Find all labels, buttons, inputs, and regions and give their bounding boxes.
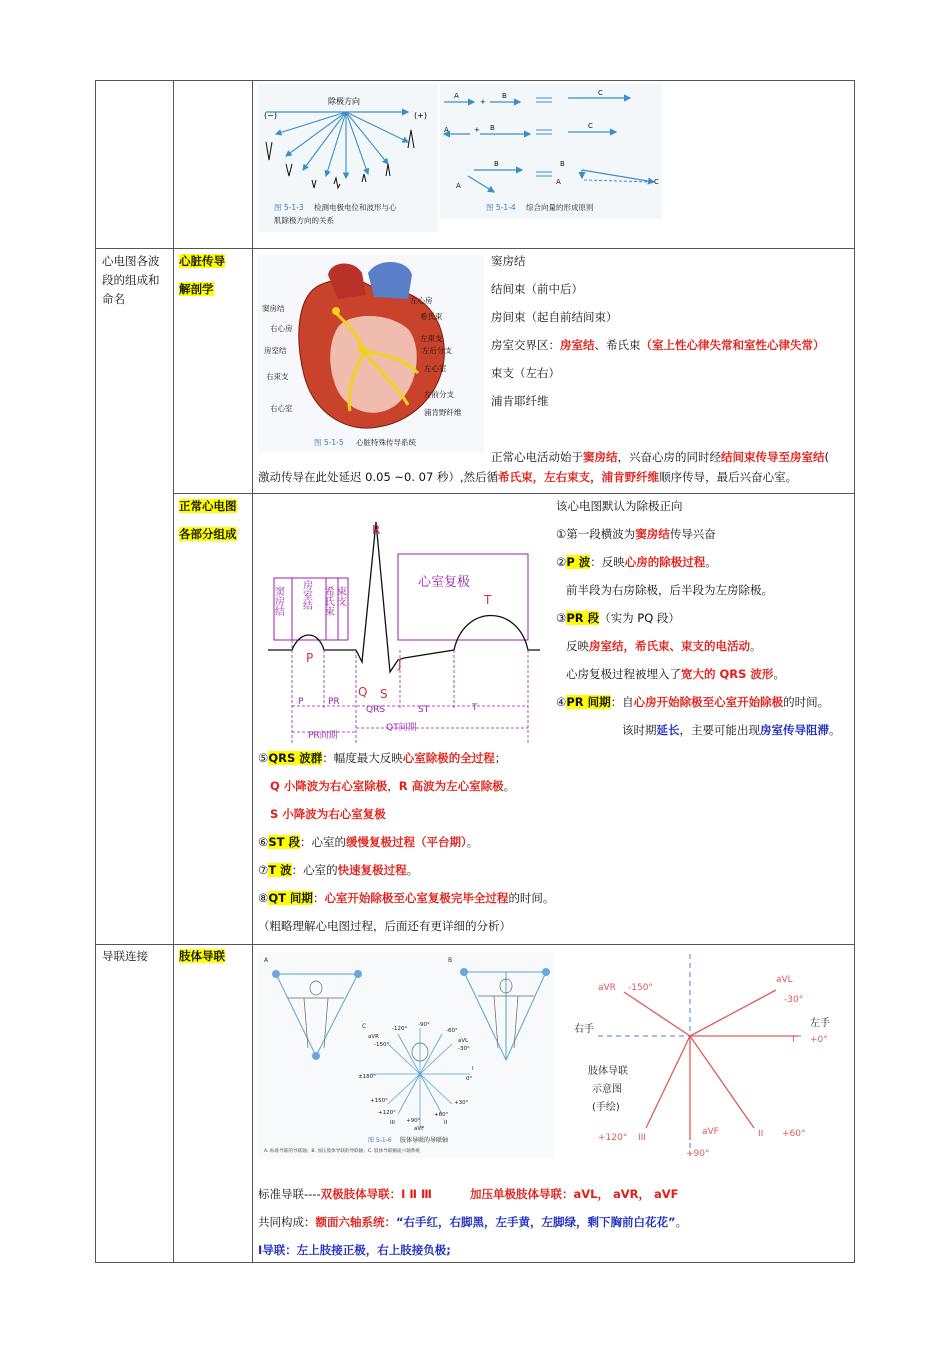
ecg-point-5b: Q 小降波为右心室除极，R 高波为左心室除极。 bbox=[270, 779, 516, 793]
hand-drawn-hexaxial-diagram bbox=[562, 950, 848, 1162]
hand-label-II-deg: +60° bbox=[782, 1129, 806, 1139]
heart-label-right-atrium: 右心房 bbox=[270, 324, 293, 333]
svg-text:A: A bbox=[556, 178, 561, 186]
hex-label-plus120: +120° bbox=[378, 1110, 396, 1116]
ecg-point-6: ⑥ST 段：心室的缓慢复极过程（平台期）。 bbox=[258, 835, 479, 849]
hand-label-I-deg: +0° bbox=[810, 1035, 828, 1045]
heart-label-purkinje: 浦肯野纤维 bbox=[424, 408, 462, 417]
svg-text:C: C bbox=[588, 122, 593, 130]
fig-515-number: 图 5-1-5 bbox=[314, 438, 344, 447]
conduction-item-4: 束支（左右） bbox=[491, 366, 560, 380]
ecg-seg-QRS: QRS bbox=[366, 705, 386, 715]
ecg-waveform-diagram bbox=[258, 500, 548, 746]
row2-col2-line1 bbox=[179, 253, 225, 269]
hand-label-aVR: aVR bbox=[598, 983, 616, 993]
ecg-Q-label: Q bbox=[358, 685, 368, 699]
row3-col2-line2 bbox=[179, 526, 237, 542]
svg-text:B: B bbox=[490, 124, 495, 132]
hand-label-III-deg: +120° bbox=[598, 1133, 628, 1143]
row2-col2-line2 bbox=[179, 281, 214, 297]
ecg-point-3c: 心房复极过程被埋入了宽大的 QRS 波形。 bbox=[566, 667, 785, 681]
ecg-seg-P: P bbox=[298, 697, 304, 707]
conduction-item-1: 窦房结 bbox=[491, 254, 526, 268]
ecg-point-7: ⑦T 波：心室的快速复极过程。 bbox=[258, 863, 419, 877]
hexaxial-system-line: 共同构成：额面六轴系统：“右手红，右脚黑，左手黄，左脚绿，剩下胸前白花花”。 bbox=[258, 1215, 688, 1229]
components-label: 各部分组成 bbox=[179, 527, 237, 541]
row4-col1: 导联连接 bbox=[102, 949, 148, 963]
standard-leads-line: 标准导联----双极肢体导联：Ⅰ Ⅱ Ⅲ bbox=[258, 1187, 432, 1201]
fig-516-number: 图 5-1-6 bbox=[368, 1137, 392, 1144]
heart-label-his-bundle: 希氏束 bbox=[420, 312, 443, 321]
ecg-seg-ST: ST bbox=[418, 705, 430, 715]
hand-label-aVL-deg: -30° bbox=[784, 995, 804, 1005]
hex-label-plus90: +90° bbox=[406, 1118, 421, 1124]
fig-516-caption-2: A. 标准导联的导联轴；B. 加压肢体导联的导联轴；C. 肢体导联额面六轴系统 bbox=[264, 1149, 420, 1154]
svg-text:C: C bbox=[362, 1023, 367, 1030]
hand-label-aVL: aVL bbox=[776, 975, 793, 985]
fig-516-caption: 肢体导联的导联轴 bbox=[400, 1137, 449, 1144]
hand-label-right-hand: 右手 bbox=[574, 1024, 594, 1035]
ecg-point-1: ①第一段横波为窦房结传导兴奋 bbox=[556, 527, 716, 541]
hand-drawn-hexaxial-figure bbox=[562, 950, 848, 1162]
ecg-point-5c: S 小降波为右心室复极 bbox=[270, 807, 386, 821]
augmented-leads-line: 加压单极肢体导联：aVL， aVR， aVF bbox=[470, 1187, 679, 1201]
conduction-paragraph-1: 正常心电活动始于窦房结，兴奋心房的同时经结间束传导至房室结( bbox=[491, 450, 829, 464]
ecg-point-5: ⑤QRS 波群：幅度最大反映心室除极的全过程； bbox=[258, 751, 507, 765]
ecg-QT-interval: QT间期 bbox=[386, 723, 417, 733]
hex-label-aVL: aVL bbox=[458, 1038, 469, 1044]
depolarization-vectors-diagram bbox=[258, 84, 438, 232]
svg-text:C: C bbox=[598, 89, 603, 97]
ecg-seg-T: T bbox=[472, 703, 478, 713]
hand-label-aVF-deg: +90° bbox=[686, 1149, 710, 1159]
conduction-item-5: 浦肯耶纤维 bbox=[491, 394, 549, 408]
svg-text:A: A bbox=[264, 957, 269, 964]
ecg-point-3b: 反映房室结，希氏束、束支的电活动。 bbox=[566, 639, 762, 653]
heart-conduction-figure bbox=[258, 255, 484, 453]
depol-dir-label: 除极方向 bbox=[328, 97, 360, 106]
heart-label-left-atrium: 左心房 bbox=[410, 296, 433, 305]
heart-label-left-anterior: 左前分支 bbox=[424, 390, 454, 399]
ecg-box-sa-node: 窦房结 bbox=[272, 586, 284, 616]
hand-label-left-hand: 左手 bbox=[810, 1018, 830, 1029]
hex-label-180: ±180° bbox=[358, 1074, 376, 1080]
row2-col1-line2: 段的组成和 bbox=[102, 273, 160, 287]
hand-label-aVR-deg: -150° bbox=[628, 983, 653, 993]
hex-label-minus150: -150° bbox=[374, 1042, 390, 1048]
conduction-paragraph-2: 激动传导在此处延迟 0.05 ~0. 07 秒）,然后循希氏束，左右束支，浦肯野纤维顺序传导，最后兴奋心室。 bbox=[258, 470, 798, 484]
hex-label-minus60: -60° bbox=[446, 1028, 458, 1034]
ecg-ventricular-repol: 心室复极 bbox=[418, 575, 471, 590]
svg-text:+: + bbox=[480, 98, 486, 106]
row2-col1-line3: 命名 bbox=[102, 292, 125, 306]
ecg-point-2b: 前半段为右房除极，后半段为左房除极。 bbox=[566, 583, 773, 597]
ecg-box-his: 希氏束 bbox=[322, 586, 334, 616]
limb-lead-label: 肢体导联 bbox=[179, 949, 225, 963]
svg-text:A: A bbox=[456, 182, 461, 190]
lead-I-line: Ⅰ导联：左上肢接正极，右上肢接负极; bbox=[258, 1243, 451, 1257]
ecg-point-8: ⑧QT 间期：心室开始除极至心室复极完毕全过程的时间。 bbox=[258, 891, 555, 905]
normal-ecg-label: 正常心电图 bbox=[179, 499, 237, 513]
heart-label-left-bundle: 左束支 bbox=[420, 334, 443, 343]
svg-text:+: + bbox=[474, 126, 480, 134]
ecg-box-av-node: 房室结 bbox=[300, 580, 312, 610]
conduction-item-av: 房室交界区：房室结、希氏束（室上性心律失常和室性心律失常） bbox=[491, 338, 825, 352]
conduction-item-2: 结间束（前中后） bbox=[491, 282, 583, 296]
hex-label-aVR: aVR bbox=[368, 1034, 379, 1040]
row3-col2-line1 bbox=[179, 498, 237, 514]
vector-synthesis-diagram bbox=[440, 84, 662, 219]
svg-text:A: A bbox=[444, 126, 449, 134]
hex-label-aVF: aVF bbox=[414, 1126, 425, 1132]
ecg-point-3: ③PR 段（实为 PQ 段） bbox=[556, 611, 680, 625]
hex-label-plus60: +60° bbox=[434, 1112, 449, 1118]
hand-label-II: II bbox=[758, 1129, 764, 1139]
row2-col1-line1: 心电图各波 bbox=[102, 254, 160, 268]
hand-label-I: I bbox=[792, 1035, 795, 1045]
limb-lead-axis-diagram bbox=[258, 952, 554, 1158]
ecg-seg-PR: PR bbox=[328, 697, 340, 707]
hand-label-aVF: aVF bbox=[702, 1127, 719, 1137]
heart-conduction-diagram bbox=[258, 255, 484, 453]
fig-513-number: 图 5-1-3 bbox=[274, 203, 304, 212]
svg-text:B: B bbox=[494, 160, 499, 168]
ecg-PR-interval: PR间期 bbox=[308, 731, 338, 741]
hand-title-2: 示意图 bbox=[592, 1084, 622, 1095]
ecg-P-label: P bbox=[306, 651, 314, 665]
heart-label-right-ventricle: 右心室 bbox=[270, 404, 293, 413]
heart-label-av-node: 房室结 bbox=[264, 346, 287, 355]
hex-label-minus120: -120° bbox=[392, 1026, 408, 1032]
anatomy-label: 解剖学 bbox=[179, 282, 214, 296]
row4-col2 bbox=[179, 948, 225, 964]
hex-label-plus150: +150° bbox=[370, 1098, 388, 1104]
plus-label: (+) bbox=[414, 111, 427, 120]
ecg-point-2: ②P 波：反映心房的除极过程。 bbox=[556, 555, 717, 569]
conduction-item-3: 房间束（起自前结间束） bbox=[491, 310, 618, 324]
heart-label-left-ventricle: 左心室 bbox=[424, 364, 447, 373]
fig-514-number: 图 5-1-4 bbox=[486, 203, 516, 212]
ecg-J-label: J bbox=[398, 657, 402, 671]
hand-title-3: (手绘) bbox=[592, 1102, 620, 1113]
hex-label-plus30: +30° bbox=[454, 1100, 469, 1106]
hand-title-1: 肢体导联 bbox=[588, 1066, 628, 1077]
vector-synthesis-figure bbox=[440, 84, 662, 219]
svg-text:B: B bbox=[502, 92, 507, 100]
ecg-intro: 该心电图默认为除极正向 bbox=[556, 499, 683, 513]
fig-515-caption: 心脏特殊传导系统 bbox=[356, 438, 416, 447]
ecg-box-bundle: 束支 bbox=[334, 586, 346, 606]
ecg-S-label: S bbox=[380, 687, 388, 701]
svg-text:B: B bbox=[560, 160, 565, 168]
heart-label-left-posterior: 左后分支 bbox=[422, 346, 452, 355]
ecg-point-4: ④PR 间期：自心房开始除极至心室开始除极的时间。 bbox=[556, 695, 830, 709]
ecg-note: （粗略理解心电图过程，后面还有更详细的分析） bbox=[258, 919, 511, 933]
heart-label-sa-node: 窦房结 bbox=[262, 304, 285, 313]
hex-label-minus90: -90° bbox=[418, 1022, 430, 1028]
svg-text:B: B bbox=[448, 957, 453, 964]
hex-label-III: III bbox=[390, 1120, 395, 1126]
svg-text:A: A bbox=[454, 92, 459, 100]
ecg-R-label: R bbox=[372, 523, 381, 537]
minus-label: (−) bbox=[264, 111, 277, 120]
svg-text:C: C bbox=[654, 178, 659, 186]
ecg-waveform-figure bbox=[258, 500, 548, 746]
hex-label-0: 0° bbox=[466, 1076, 473, 1082]
limb-lead-axis-figure bbox=[258, 952, 554, 1158]
ecg-T-label: T bbox=[484, 593, 492, 607]
depolarization-direction-figure bbox=[258, 84, 438, 232]
fig-514-caption: 综合向量的形成原则 bbox=[526, 203, 594, 212]
hex-label-minus30: -30° bbox=[458, 1046, 470, 1052]
fig-513-caption: 检测电极电位和波形与心 bbox=[314, 203, 397, 212]
fig-513-caption-2: 肌除极方向的关系 bbox=[274, 216, 334, 225]
hand-label-III: III bbox=[638, 1133, 646, 1143]
hex-label-I: I bbox=[472, 1066, 474, 1072]
hex-label-II: II bbox=[444, 1120, 448, 1126]
ecg-point-4b: 该时期延长，主要可能出现房室传导阻滞。 bbox=[622, 723, 841, 737]
heart-conduction-label: 心脏传导 bbox=[179, 254, 225, 268]
heart-label-right-bundle: 右束支 bbox=[266, 372, 289, 381]
